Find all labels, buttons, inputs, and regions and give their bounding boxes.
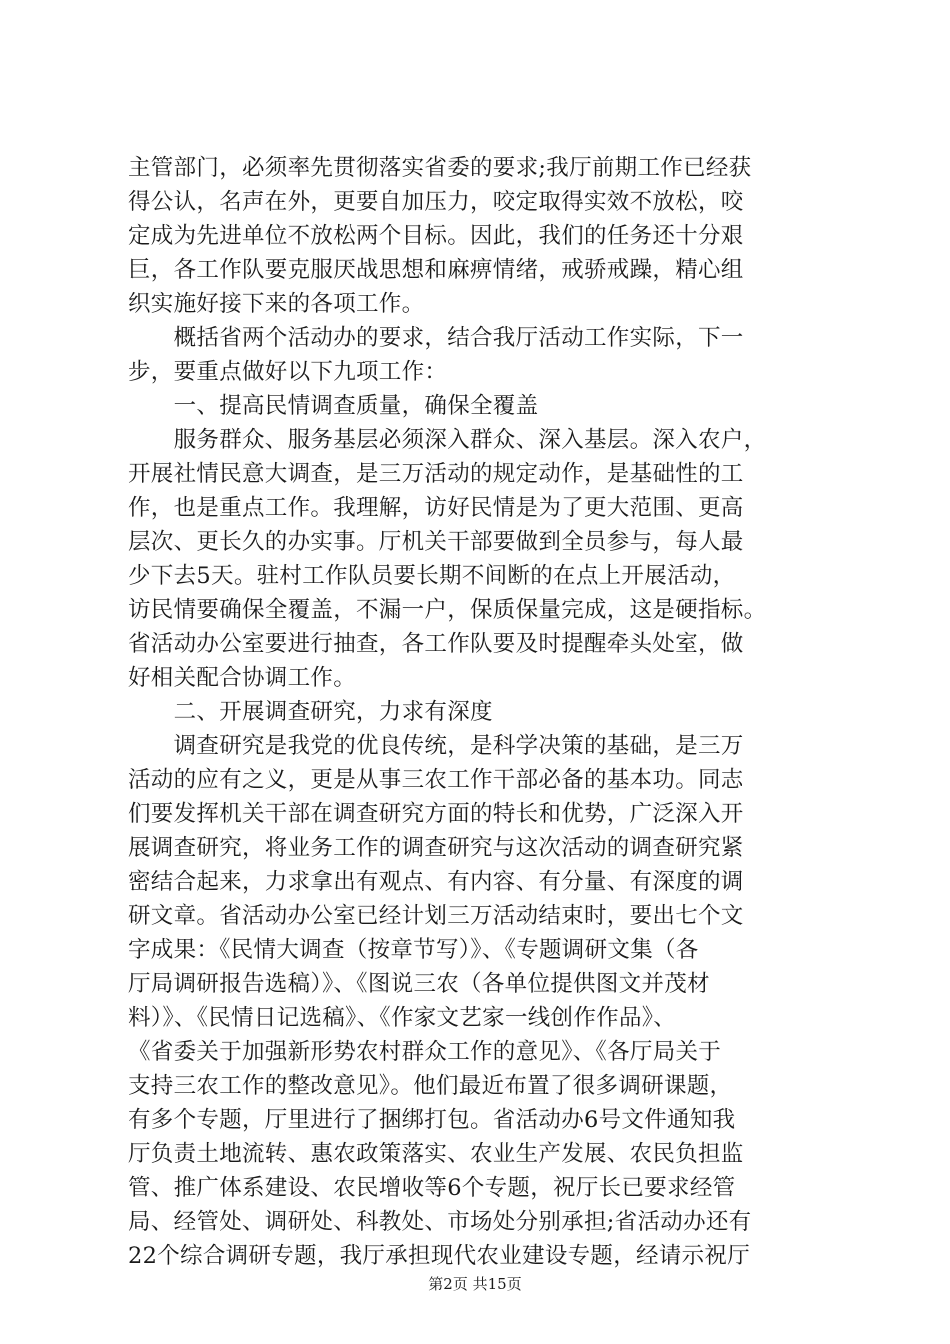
text-line: 层次、更长久的办实事。厅机关干部要做到全员参与，每人最 (128, 529, 744, 555)
text-line: 少下去5天。驻村工作队员要长期不间断的在点上开展活动， (128, 563, 736, 589)
text-line: 定成为先进单位不放松两个目标。因此，我们的任务还十分艰 (128, 223, 744, 249)
text-line: 服务群众、服务基层必须深入群众、深入基层。深入农户， (128, 427, 767, 453)
text-line: 省活动办公室要进行抽查，各工作队要及时提醒牵头处室，做 (128, 631, 744, 657)
text-line: 料）》、《民情日记选稿》、《作家文艺家一线创作作品》、 (128, 1005, 677, 1031)
text-line: 步，要重点做好以下九项工作： (128, 359, 448, 385)
text-line: 字成果：《民情大调查（按章节写）》、《专题调研文集（各 (128, 937, 699, 963)
text-line: 研文章。省活动办公室已经计划三万活动结束时，要出七个文 (128, 903, 744, 929)
text-line: 局、经管处、调研处、科教处、市场处分别承担;省活动办还有 (128, 1209, 752, 1235)
text-line: 调查研究是我党的优良传统，是科学决策的基础，是三万 (128, 733, 744, 759)
text-line: 支持三农工作的整改意见》。他们最近布置了很多调研课题， (128, 1073, 733, 1099)
text-line: 织实施好接下来的各项工作。 (128, 291, 425, 317)
text-line: 《省委关于加强新形势农村群众工作的意见》、《各厅局关于 (128, 1039, 722, 1065)
text-line: 有多个专题，厅里进行了捆绑打包。省活动办6号文件通知我 (128, 1107, 736, 1133)
text-line: 管、推广体系建设、农民增收等6个专题，祝厅长已要求经管 (128, 1175, 736, 1201)
text-line: 好相关配合协调工作。 (128, 665, 357, 691)
text-line: 厅局调研报告选稿）》、《图说三农（各单位提供图文并茂材 (128, 971, 710, 997)
text-line: 一、提高民情调查质量，确保全覆盖 (128, 393, 539, 419)
text-line: 访民情要确保全覆盖，不漏一户，保质保量完成，这是硬指标。 (128, 597, 767, 623)
text-line: 二、开展调查研究，力求有深度 (128, 699, 493, 725)
text-line: 主管部门，必须率先贯彻落实省委的要求;我厅前期工作已经获 (128, 155, 752, 181)
text-line: 概括省两个活动办的要求，结合我厅活动工作实际，下一 (128, 325, 744, 351)
page-number-footer: 第2页 共15页 (428, 1275, 522, 1293)
text-line: 得公认，名声在外，更要自加压力，咬定取得实效不放松，咬 (128, 189, 744, 215)
text-line: 厅负责土地流转、惠农政策落实、农业生产发展、农民负担监 (128, 1141, 744, 1167)
text-line: 们要发挥机关干部在调查研究方面的特长和优势，广泛深入开 (128, 801, 744, 827)
text-line: 作，也是重点工作。我理解，访好民情是为了更大范围、更高 (128, 495, 744, 521)
text-line: 密结合起来，力求拿出有观点、有内容、有分量、有深度的调 (128, 869, 744, 895)
text-line: 22个综合调研专题，我厅承担现代农业建设专题，经请示祝厅 (128, 1243, 751, 1269)
text-line: 展调查研究，将业务工作的调查研究与这次活动的调查研究紧 (128, 835, 744, 861)
text-line: 活动的应有之义，更是从事三农工作干部必备的基本功。同志 (128, 767, 744, 793)
text-line: 开展社情民意大调查，是三万活动的规定动作，是基础性的工 (128, 461, 744, 487)
text-line: 巨，各工作队要克服厌战思想和麻痹情绪，戒骄戒躁，精心组 (128, 257, 744, 283)
document-body (128, 151, 828, 1273)
